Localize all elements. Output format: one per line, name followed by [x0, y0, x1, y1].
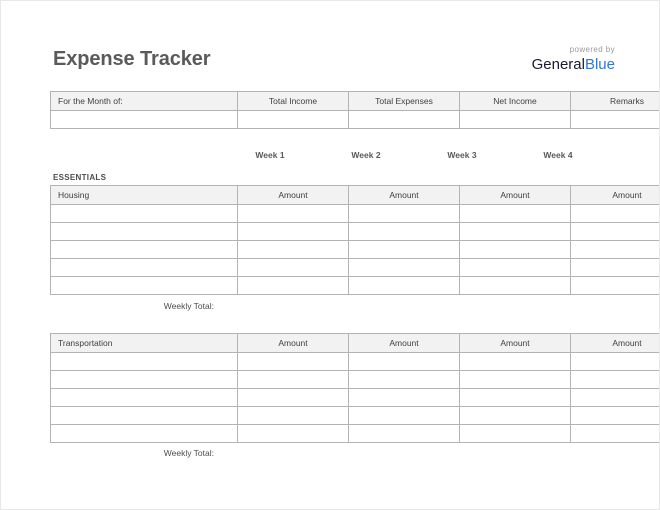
housing-cell-w3-1[interactable]	[460, 205, 571, 223]
housing-header-amount-week1: Amount	[238, 186, 349, 205]
week-header-strip	[50, 150, 608, 160]
housing-cell-w4-1[interactable]	[571, 205, 660, 223]
table-row	[51, 353, 660, 371]
transportation-cell-w4-4[interactable]	[571, 407, 660, 425]
week-header-4: Week 4	[543, 150, 573, 160]
transportation-cell-w4-2[interactable]	[571, 371, 660, 389]
summary-header-total-expenses: Total Expenses	[349, 92, 460, 111]
category-table-transportation	[50, 333, 660, 443]
transportation-cell-w1-3[interactable]	[238, 389, 349, 407]
housing-cell-name-1[interactable]	[51, 205, 238, 223]
housing-cell-name-2[interactable]	[51, 223, 238, 241]
transportation-cell-name-1[interactable]	[51, 353, 238, 371]
summary-header-net-income: Net Income	[460, 92, 571, 111]
transportation-cell-w3-3[interactable]	[460, 389, 571, 407]
table-row	[51, 407, 660, 425]
table-row	[51, 205, 660, 223]
section-label-essentials: ESSENTIALS	[53, 173, 107, 182]
housing-cell-w2-5[interactable]	[349, 277, 460, 295]
transportation-header-amount-week2: Amount	[349, 334, 460, 353]
transportation-cell-w1-5[interactable]	[238, 425, 349, 443]
table-row	[51, 223, 660, 241]
housing-cell-w2-1[interactable]	[349, 205, 460, 223]
weekly-total-label-housing: Weekly Total:	[163, 301, 214, 311]
brand-logo	[532, 46, 615, 73]
weekly-total-label-transportation: Weekly Total:	[163, 448, 214, 458]
monthly-summary-table	[50, 91, 660, 129]
housing-header-row	[51, 186, 660, 205]
transportation-cell-w2-1[interactable]	[349, 353, 460, 371]
table-row	[51, 241, 660, 259]
table-row	[51, 371, 660, 389]
summary-cell-month[interactable]	[51, 111, 238, 129]
transportation-header-name: Transportation	[51, 334, 238, 353]
page-header	[1, 1, 660, 89]
table-row	[51, 277, 660, 295]
summary-value-row	[51, 111, 660, 129]
powered-by-label: powered by	[569, 45, 615, 54]
page-title: Expense Tracker	[53, 48, 211, 70]
summary-header-month: For the Month of:	[51, 92, 238, 111]
category-table-housing	[50, 185, 660, 295]
table-row	[51, 389, 660, 407]
summary-header-remarks: Remarks	[571, 92, 660, 111]
summary-cell-net-income[interactable]	[460, 111, 571, 129]
transportation-cell-w4-1[interactable]	[571, 353, 660, 371]
housing-cell-w3-2[interactable]	[460, 223, 571, 241]
week-header-2: Week 2	[351, 150, 381, 160]
transportation-cell-w1-4[interactable]	[238, 407, 349, 425]
transportation-cell-w3-1[interactable]	[460, 353, 571, 371]
transportation-cell-w2-3[interactable]	[349, 389, 460, 407]
summary-header-total-income: Total Income	[238, 92, 349, 111]
housing-cell-w4-4[interactable]	[571, 259, 660, 277]
brand-name-blue: Blue	[584, 56, 615, 73]
housing-header-name: Housing	[51, 186, 238, 205]
transportation-cell-w4-5[interactable]	[571, 425, 660, 443]
week-strip-spacer	[50, 150, 222, 160]
housing-cell-w1-1[interactable]	[238, 205, 349, 223]
housing-cell-w1-2[interactable]	[238, 223, 349, 241]
transportation-cell-name-2[interactable]	[51, 371, 238, 389]
transportation-cell-w3-4[interactable]	[460, 407, 571, 425]
transportation-header-amount-week3: Amount	[460, 334, 571, 353]
summary-cell-total-income[interactable]	[238, 111, 349, 129]
transportation-cell-w3-2[interactable]	[460, 371, 571, 389]
transportation-cell-w2-4[interactable]	[349, 407, 460, 425]
summary-cell-remarks[interactable]	[571, 111, 660, 129]
housing-cell-w4-5[interactable]	[571, 277, 660, 295]
summary-cell-total-expenses[interactable]	[349, 111, 460, 129]
week-header-3: Week 3	[447, 150, 477, 160]
transportation-cell-w2-2[interactable]	[349, 371, 460, 389]
transportation-cell-name-3[interactable]	[51, 389, 238, 407]
housing-cell-w2-4[interactable]	[349, 259, 460, 277]
housing-cell-w1-4[interactable]	[238, 259, 349, 277]
housing-cell-w2-2[interactable]	[349, 223, 460, 241]
housing-header-amount-week4: Amount	[571, 186, 660, 205]
housing-cell-w3-4[interactable]	[460, 259, 571, 277]
housing-cell-w4-3[interactable]	[571, 241, 660, 259]
summary-header-row	[51, 92, 660, 111]
transportation-cell-w3-5[interactable]	[460, 425, 571, 443]
week-header-1: Week 1	[255, 150, 285, 160]
housing-cell-w1-5[interactable]	[238, 277, 349, 295]
transportation-cell-name-5[interactable]	[51, 425, 238, 443]
brand-name-general: General	[531, 56, 585, 73]
transportation-cell-w1-2[interactable]	[238, 371, 349, 389]
housing-header-amount-week3: Amount	[460, 186, 571, 205]
housing-cell-w3-3[interactable]	[460, 241, 571, 259]
housing-cell-name-4[interactable]	[51, 259, 238, 277]
transportation-cell-name-4[interactable]	[51, 407, 238, 425]
housing-header-amount-week2: Amount	[349, 186, 460, 205]
transportation-cell-w2-5[interactable]	[349, 425, 460, 443]
transportation-header-row	[51, 334, 660, 353]
housing-cell-w3-5[interactable]	[460, 277, 571, 295]
housing-cell-w4-2[interactable]	[571, 223, 660, 241]
housing-cell-w2-3[interactable]	[349, 241, 460, 259]
transportation-cell-w1-1[interactable]	[238, 353, 349, 371]
housing-cell-name-5[interactable]	[51, 277, 238, 295]
transportation-cell-w4-3[interactable]	[571, 389, 660, 407]
brand-name	[532, 57, 615, 73]
transportation-header-amount-week1: Amount	[238, 334, 349, 353]
table-row	[51, 425, 660, 443]
housing-cell-w1-3[interactable]	[238, 241, 349, 259]
housing-cell-name-3[interactable]	[51, 241, 238, 259]
transportation-header-amount-week4: Amount	[571, 334, 660, 353]
table-row	[51, 259, 660, 277]
